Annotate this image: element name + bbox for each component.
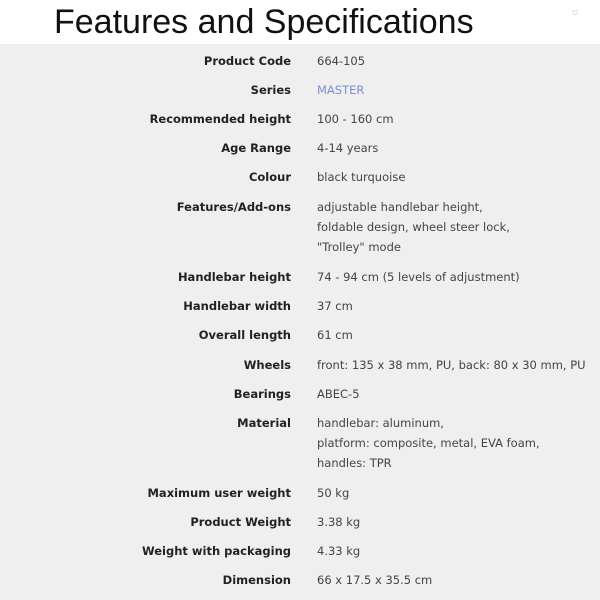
spec-value xyxy=(317,355,586,375)
spec-value xyxy=(317,541,360,561)
spec-value xyxy=(317,267,520,287)
spec-value xyxy=(317,413,540,473)
spec-value xyxy=(317,570,432,590)
spec-label: Colour xyxy=(248,170,291,184)
spec-label: Material xyxy=(237,416,291,430)
spec-label: Handlebar height xyxy=(177,270,291,284)
spec-value xyxy=(317,512,360,532)
spec-value-line: adjustable handlebar height, xyxy=(317,200,483,214)
corner-mark-icon: ◻ xyxy=(572,8,578,16)
spec-value-line: 664-105 xyxy=(317,54,366,68)
title-band xyxy=(0,0,600,44)
spec-value xyxy=(317,483,349,503)
spec-value-line: front: 135 x 38 mm, PU, back: 80 x 30 mm, PU xyxy=(317,358,586,372)
spec-label: Recommended height xyxy=(149,112,291,126)
spec-label: Product Code xyxy=(203,54,291,68)
spec-value-line: 50 kg xyxy=(317,486,350,500)
spec-value-line: platform: composite, metal, EVA foam, xyxy=(317,436,540,450)
spec-value-line: ABEC-5 xyxy=(317,387,360,401)
spec-label: Maximum user weight xyxy=(147,486,291,500)
spec-label: Series xyxy=(250,83,291,97)
spec-value xyxy=(317,197,510,257)
spec-value-line: 4-14 years xyxy=(317,141,379,155)
spec-label: Product Weight xyxy=(190,515,291,529)
spec-value-line: 100 - 160 cm xyxy=(317,112,394,126)
spec-value-line: 74 - 94 cm (5 levels of adjustment) xyxy=(317,270,520,284)
spec-label: Wheels xyxy=(243,358,291,372)
spec-value-line: "Trolley" mode xyxy=(317,240,401,254)
spec-label: Dimension xyxy=(222,573,291,587)
spec-value xyxy=(317,51,365,71)
spec-value-line: handlebar: aluminum, xyxy=(317,416,444,430)
page-title: Features and Specifications xyxy=(54,3,474,41)
spec-value-line: 4.33 kg xyxy=(317,544,361,558)
spec-value xyxy=(317,167,405,187)
spec-value-line: foldable design, wheel steer lock, xyxy=(317,220,510,234)
spec-value xyxy=(317,296,353,316)
spec-value-line[interactable]: MASTER xyxy=(317,83,365,97)
spec-value-line: black turquoise xyxy=(317,170,406,184)
spec-label: Bearings xyxy=(233,387,291,401)
spec-value xyxy=(317,384,360,404)
spec-label: Handlebar width xyxy=(183,299,291,313)
spec-value-line: 61 cm xyxy=(317,328,353,342)
spec-value-line: handles: TPR xyxy=(317,456,392,470)
spec-value-line: 3.38 kg xyxy=(317,515,361,529)
spec-value-line: 66 x 17.5 x 35.5 cm xyxy=(317,573,433,587)
spec-value-line: 37 cm xyxy=(317,299,353,313)
spec-value xyxy=(317,138,378,158)
spec-label: Overall length xyxy=(198,328,291,342)
spec-value xyxy=(317,109,394,129)
spec-label: Age Range xyxy=(221,141,291,155)
spec-label: Features/Add-ons xyxy=(176,200,291,214)
spec-label: Weight with packaging xyxy=(141,544,291,558)
series-link[interactable] xyxy=(317,80,364,100)
spec-value xyxy=(317,325,353,345)
